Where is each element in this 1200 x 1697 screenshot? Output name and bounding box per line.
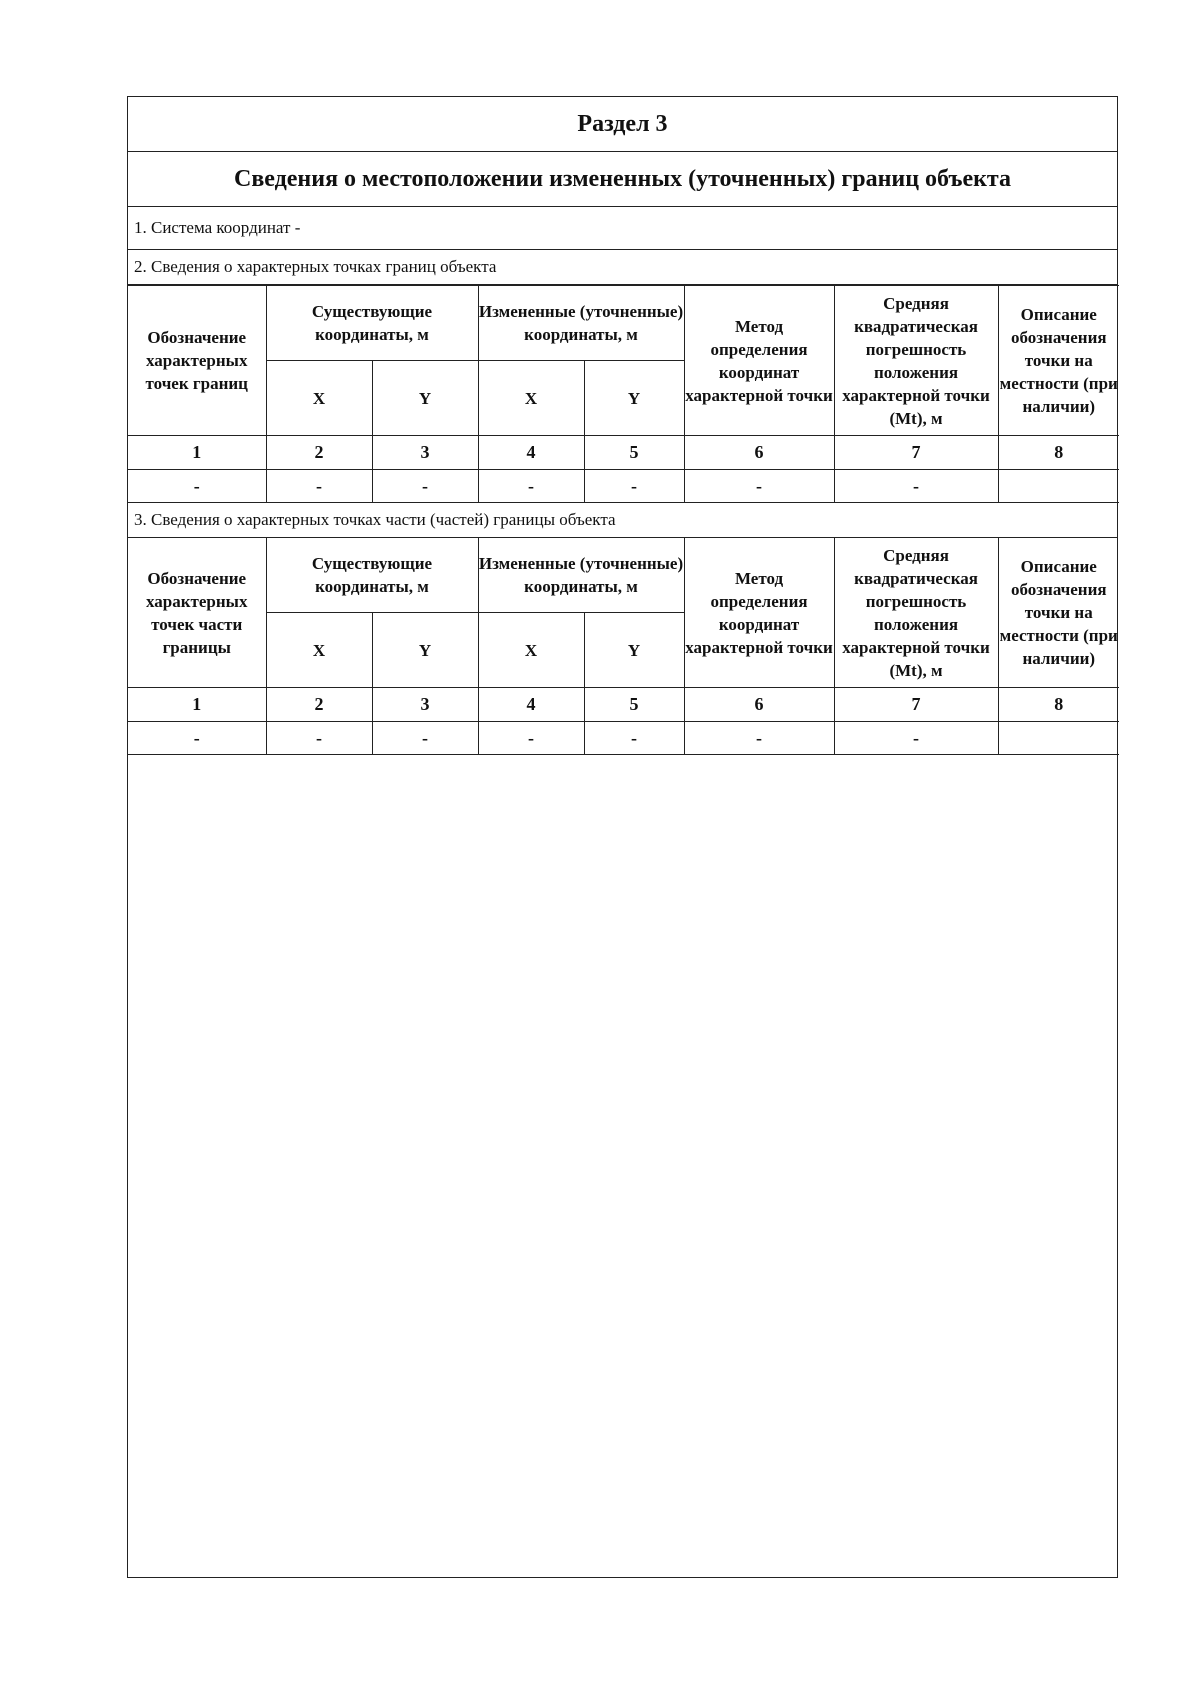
t1-val-5: - — [584, 470, 684, 503]
t1-num-6: 6 — [684, 436, 834, 470]
t2-col-changed: Измененные (уточненные) координаты, м — [478, 538, 684, 613]
t1-val-8 — [998, 470, 1119, 503]
table2-caption: 3. Сведения о характерных точках части (частей) границы объекта — [128, 503, 1117, 538]
t1-value-row — [128, 470, 1119, 503]
t2-num-2: 2 — [266, 688, 372, 722]
t2-val-2: - — [266, 722, 372, 755]
t2-col-designation: Обозначение характерных точек части границы — [128, 538, 266, 688]
t2-val-4: - — [478, 722, 584, 755]
t1-num-3: 3 — [372, 436, 478, 470]
t2-val-3: - — [372, 722, 478, 755]
t2-val-7: - — [834, 722, 998, 755]
t1-num-5: 5 — [584, 436, 684, 470]
t2-col-method: Метод определения координат характерной точки — [684, 538, 834, 688]
t1-num-4: 4 — [478, 436, 584, 470]
t1-number-row — [128, 436, 1119, 470]
t1-col-existing: Существующие координаты, м — [266, 286, 478, 361]
t1-val-6: - — [684, 470, 834, 503]
t1-num-7: 7 — [834, 436, 998, 470]
t1-existing-x: X — [266, 361, 372, 436]
t1-changed-y: Y — [584, 361, 684, 436]
t1-col-designation: Обозначение характерных точек границ — [128, 286, 266, 436]
t1-num-8: 8 — [998, 436, 1119, 470]
table1-caption: 2. Сведения о характерных точках границ объекта — [128, 250, 1117, 285]
t2-num-4: 4 — [478, 688, 584, 722]
t2-col-error: Средняя квадратическая погрешность положения характерной точки (Mt), м — [834, 538, 998, 688]
t1-existing-y: Y — [372, 361, 478, 436]
boundary-points-table — [128, 285, 1119, 503]
t2-changed-y: Y — [584, 613, 684, 688]
t1-num-2: 2 — [266, 436, 372, 470]
header-table — [128, 97, 1117, 285]
t2-num-8: 8 — [998, 688, 1119, 722]
t2-num-3: 3 — [372, 688, 478, 722]
t2-changed-x: X — [478, 613, 584, 688]
t2-num-1: 1 — [128, 688, 266, 722]
t1-col-description: Описание обозначения точки на местности (при наличии) — [998, 286, 1119, 436]
t2-val-5: - — [584, 722, 684, 755]
t1-val-4: - — [478, 470, 584, 503]
t2-num-6: 6 — [684, 688, 834, 722]
t2-num-7: 7 — [834, 688, 998, 722]
page-heading: Сведения о местоположении измененных (уточненных) границ объекта — [128, 152, 1117, 207]
t2-existing-y: Y — [372, 613, 478, 688]
t2-val-6: - — [684, 722, 834, 755]
t2-val-8 — [998, 722, 1119, 755]
t2-num-5: 5 — [584, 688, 684, 722]
t2-col-description: Описание обозначения точки на местности (при наличии) — [998, 538, 1119, 688]
t1-val-1: - — [128, 470, 266, 503]
section-title: Раздел 3 — [128, 97, 1117, 152]
t2-val-1: - — [128, 722, 266, 755]
t1-changed-x: X — [478, 361, 584, 436]
t1-val-3: - — [372, 470, 478, 503]
t1-val-2: - — [266, 470, 372, 503]
t2-value-row — [128, 722, 1119, 755]
t2-col-existing: Существующие координаты, м — [266, 538, 478, 613]
t1-num-1: 1 — [128, 436, 266, 470]
coordinate-system: 1. Система координат - — [128, 207, 1117, 250]
t1-col-error: Средняя квадратическая погрешность положения характерной точки (Mt), м — [834, 286, 998, 436]
document-frame — [127, 96, 1118, 1578]
t2-number-row — [128, 688, 1119, 722]
t1-val-7: - — [834, 470, 998, 503]
t2-existing-x: X — [266, 613, 372, 688]
t1-col-method: Метод определения координат характерной точки — [684, 286, 834, 436]
part-boundary-points-table — [128, 538, 1119, 755]
t1-col-changed: Измененные (уточненные) координаты, м — [478, 286, 684, 361]
table2-caption-table — [128, 503, 1117, 538]
